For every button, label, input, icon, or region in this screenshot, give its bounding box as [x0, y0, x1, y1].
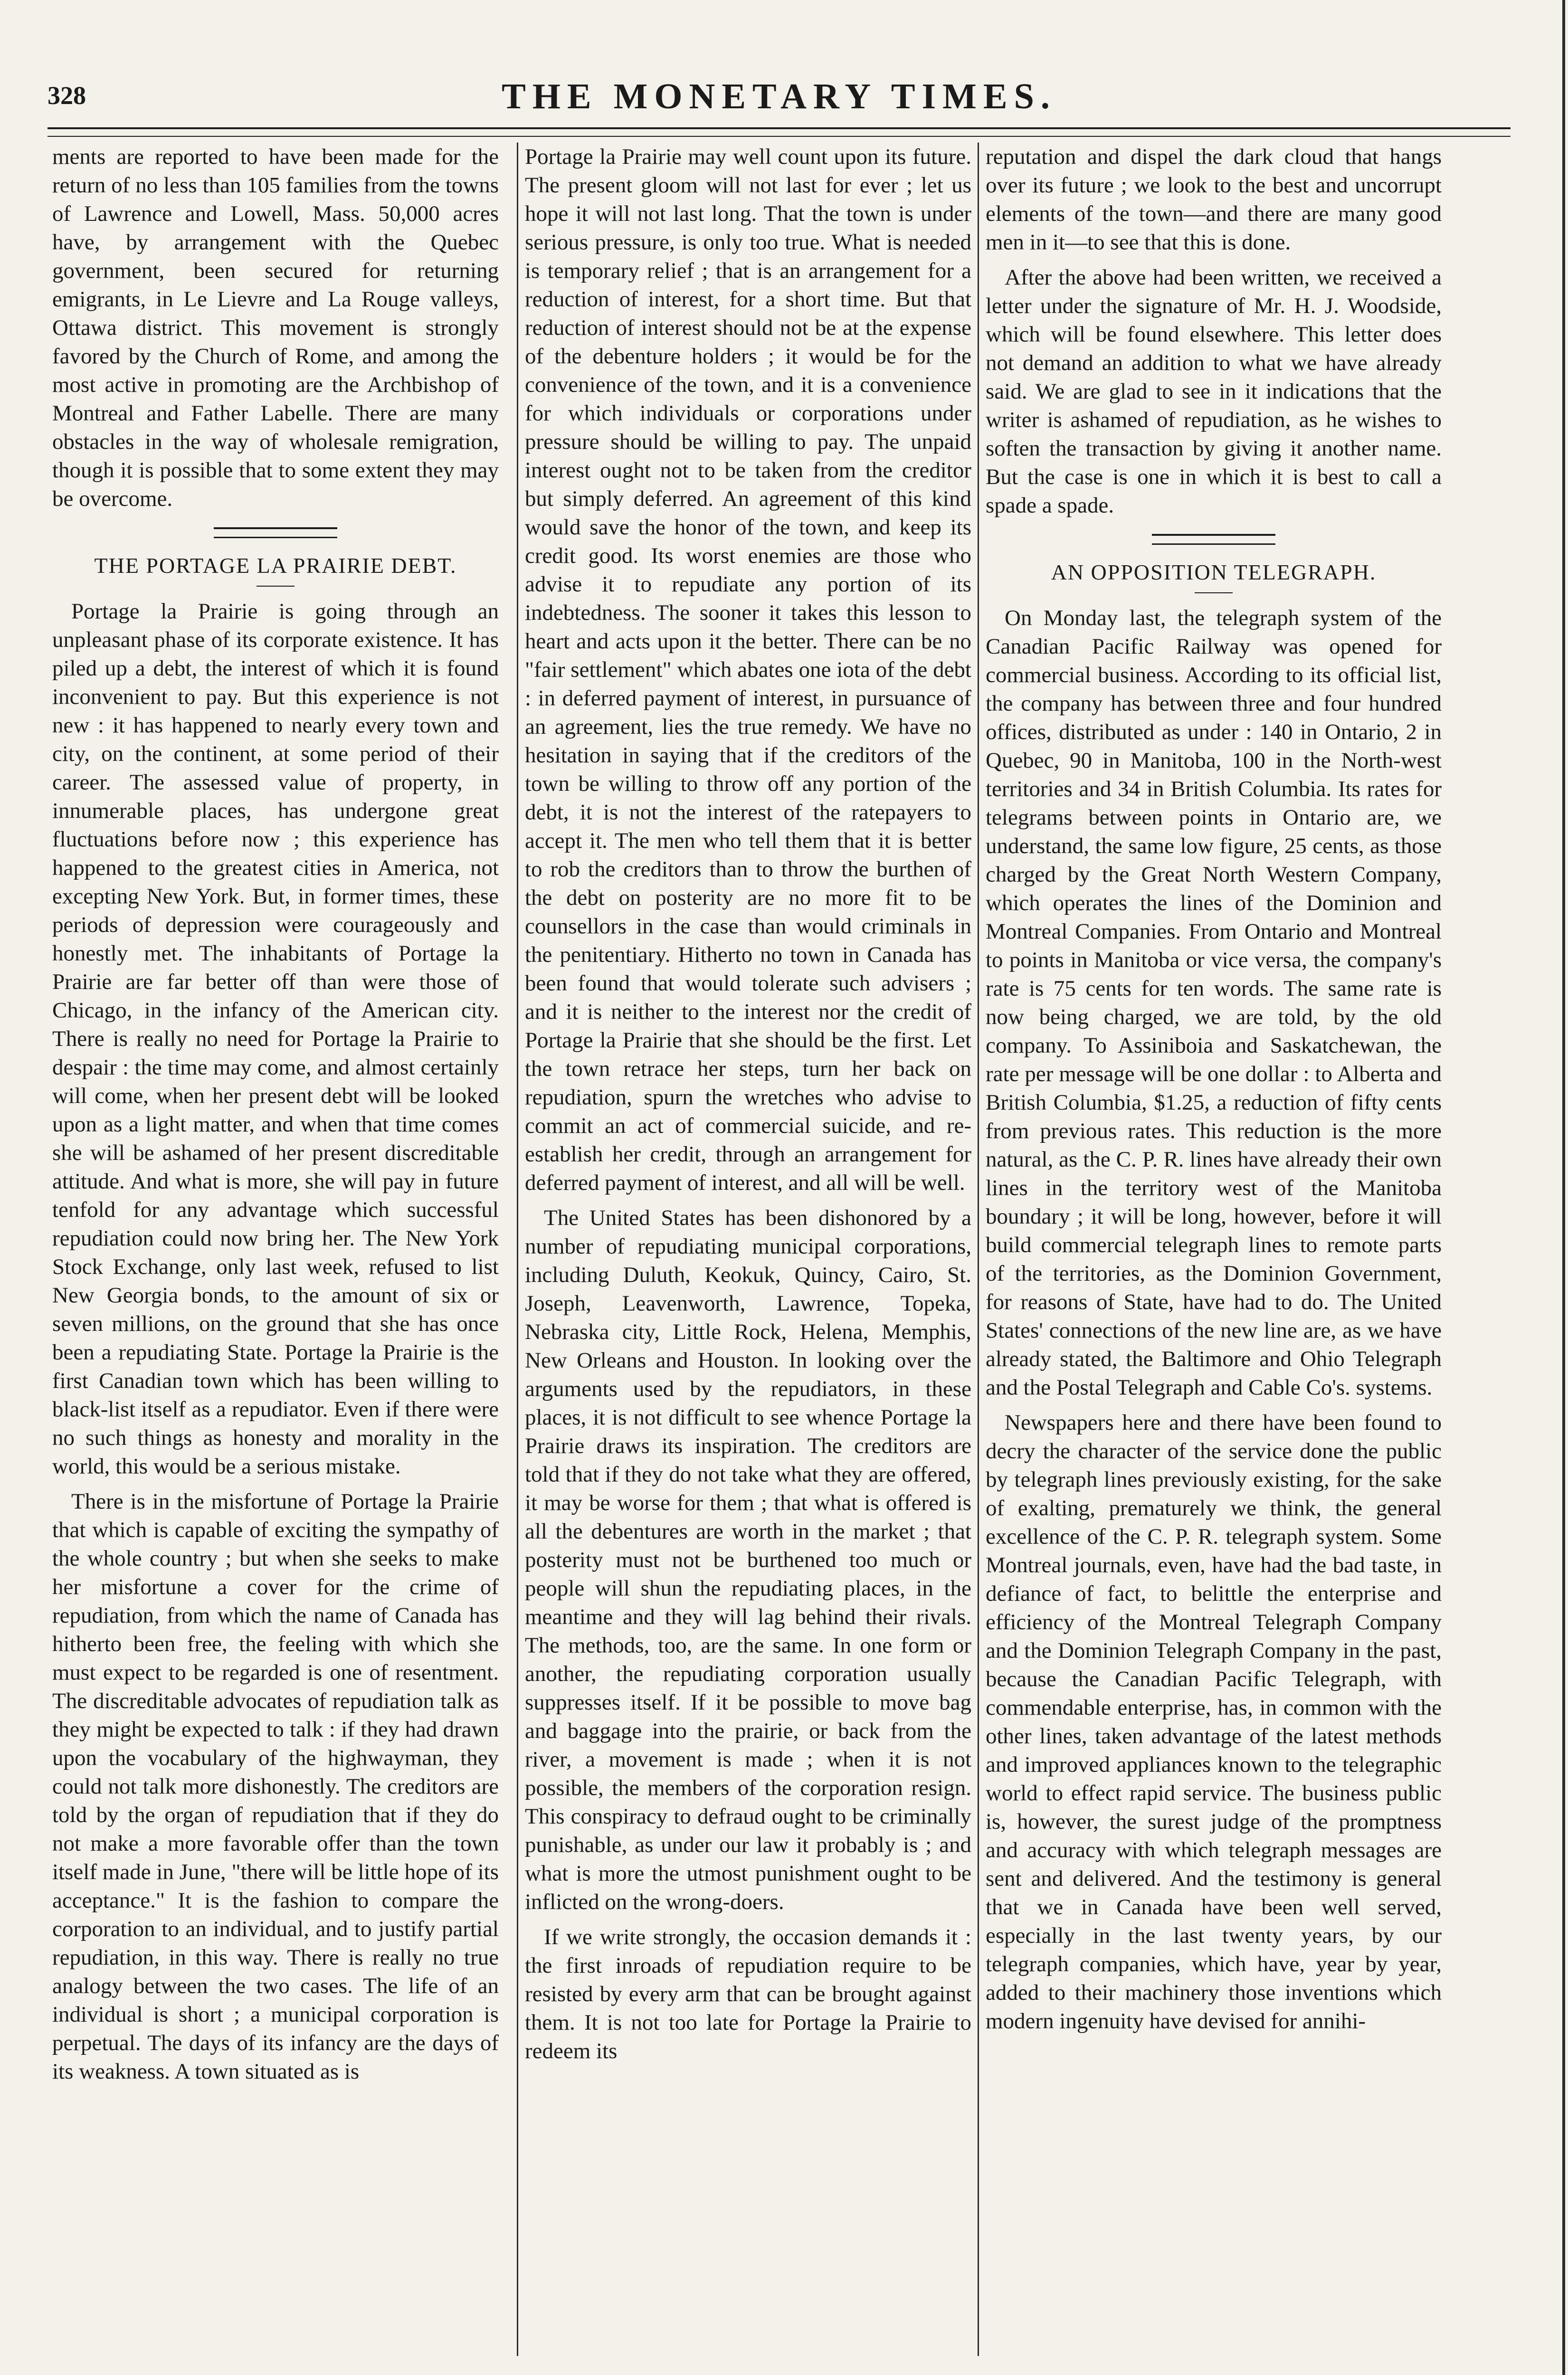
column-1-paragraph: Portage la Prairie is going through an unpleasant phase of its corporate existence. It has piled up a debt, the interest of which it is found inconvenient to pay. But this experience is not new : it has happened to nearly every town and city, on the continent, at some period of their career. The assessed value of property, in innumerable places, has undergone great fluctuations before now ; this experience has happened to the greatest cities in America, not excepting New York. But, in former times, these periods of depression were courageously and honestly met. The inhabitants of Portage la Prairie are far better off than were those of Chicago, in the infancy of the American city. There is really no need for Portage la Prairie to despair : the time may come, and almost certainly will come, when her present debt will be looked upon as a light matter, and when that time comes she will be ashamed of her present discreditable attitude. And what is more, she will pay in future tenfold for any advantage which successful repudiation could now bring her. The New York Stock Exchange, only last week, refused to list New Georgia bonds, to the amount of six or seven millions, on the ground that she has once been a repudiating State. Portage la Prairie is the first Canadian town which has been willing to black-list itself as a repudiator. Even if there were no such things as honesty and morality in the world, this would be a serious mistake. [52, 599, 499, 1479]
column-1 [52, 142, 499, 2356]
heading-underline [1195, 592, 1233, 593]
column-2-paragraph: Portage la Prairie may well count upon its future. The present gloom will not last for ever ; let us hope it will not last long. That the town is under serious pressure, is only too true. What is needed is temporary relief ; that is an arrangement for a reduction of interest, for a short time. But that reduction of interest should not be at the expense of the debenture holders ; it would be for the convenience of the town, and it is a convenience for which individuals or corporations under pressure should be willing to pay. The unpaid interest ought not to be taken from the creditor but simply deferred. An agreement of this kind would save the honor of the town, and keep its credit good. Its worst enemies are those who advise it to repudiate any portion of its indebtedness. The sooner it takes this lesson to heart and acts upon it the better. There can be no "fair settlement" which abates one iota of the debt : in deferred payment of interest, in pursuance of an agreement, lies the true remedy. We have no hesitation in saying that if the creditors of the town be willing to throw off any portion of the debt, it is not the interest of the ratepayers to accept it. The men who tell them that it is better to rob the creditors than to throw the burthen of the debt on posterity are no more fit to be counsellors in the case than would criminals in the penitentiary. Hitherto no town in Canada has been found that would tolerate such advisers ; and it is neither to the interest nor the credit of Portage la Prairie that she should be the first. Let the town retrace her steps, turn her back on repudiation, spurn the wretches who advise to commit an act of commercial suicide, and re-establish her credit, through an arrangement for deferred payment of interest, and all will be well. [525, 144, 971, 1195]
column-1-paragraph: ments are reported to have been made for the return of no less than 105 families from the towns of Lawrence and Lowell, Mass. 50,000 acres have, by arrangement with the Quebec government, been secured for returning emigrants, in Le Lievre and La Rouge valleys, Ottawa district. This movement is strongly favored by the Church of Rome, and among the most active in promoting are the Archbishop of Montreal and Father Labelle. There are many obstacles in the way of wholesale remigration, though it is possible that to some extent they may be overcome. [52, 144, 499, 511]
column-1-paragraph: There is in the misfortune of Portage la Prairie that which is capable of exciting the sympathy of the whole country ; but when she seeks to make her misfortune a cover for the crime of repudiation, from which the name of Canada has hitherto been free, the feeling with which she must expect to be regarded is one of resentment. The discreditable advocates of repudiation talk as they might be expected to talk : if they had drawn upon the vocabulary of the highwayman, they could not talk more dishonestly. The creditors are told by the organ of repudiation that if they do not make a more favorable offer than the town itself made in June, "there will be little hope of its acceptance." It is the fashion to compare the corporation to an individual, and to justify partial repudiation, in this way. There is really no true analogy between the two cases. The life of an individual is short ; a municipal corporation is perpetual. The days of its infancy are the days of its weakness. A town situated as is [52, 1489, 499, 2084]
column-3-paragraph: Newspapers here and there have been found to decry the character of the service done the public by telegraph lines previously existing, for the sake of exalting, prematurely we think, the general excellence of the C. P. R. telegraph system. Some Montreal journals, even, have had the bad taste, in defiance of fact, to belittle the enterprise and efficiency of the Montreal Telegraph Company and the Dominion Telegraph Company in the past, because the Canadian Pacific Telegraph, with commendable enterprise, has, in common with the other lines, taken advantage of the latest methods and improved appliances known to the telegraphic world to effect rapid service. The business public is, however, the surest judge of the promptness and accuracy with which telegraph messages are sent and delivered. And the testimony is general that we in Canada have been well served, especially in the last twenty years, by our telegraph companies, which have, year by year, added to their machinery those inventions which modern ingenuity have devised for annihi- [986, 1410, 1442, 2033]
column-2 [525, 142, 971, 2356]
column-3 [986, 142, 1442, 2356]
column-divider [978, 142, 979, 2356]
header-rule [48, 127, 1511, 137]
column-2-paragraph: The United States has been dishonored by a number of repudiating municipal corporations, including Duluth, Keokuk, Quincy, Cairo, St. Joseph, Leavenworth, Lawrence, Topeka, Nebraska city, Little Rock, Helena, Memphis, New Orleans and Houston. In looking over the arguments used by the repudiators, in these places, it is not difficult to see whence Portage la Prairie draws its inspiration. The creditors are told that if they do not take what they are offered, it may be worse for them ; that what is offered is all the debentures are worth in the market ; that posterity must not be burthened too much or people will shun the repudiating places, in the meantime and they will lag behind their rivals. The methods, too, are the same. In one form or another, the repudiating corporation usually suppresses itself. If it be possible to move bag and baggage into the prairie, or back from the river, a movement is made ; when it is not possible, the members of the corporation resign. This conspiracy to defraud ought to be criminally punishable, as under our law it probably is ; and what is more the utmost punishment ought to be inflicted on the wrong-doers. [525, 1206, 971, 1914]
page-header [48, 76, 1511, 119]
column-divider [517, 142, 518, 2356]
page-number: 328 [48, 81, 86, 110]
column-2-paragraph: If we write strongly, the occasion demands it : the first inroads of repudiation require to be resisted by every arm that can be brought against them. It is not too late for Portage la Prairie to redeem its [525, 1925, 971, 2063]
article-heading-opposition-telegraph: AN OPPOSITION TELEGRAPH. [1051, 560, 1377, 584]
heading-underline [257, 586, 295, 587]
column-3-paragraph: reputation and dispel the dark cloud that hangs over its future ; we look to the best and uncorrupt elements of the town—and there are many good men in it—to see that this is done. [986, 144, 1442, 255]
column-3-paragraph: On Monday last, the telegraph system of the Canadian Pacific Railway was opened for commercial business. According to its official list, the company has between three and four hundred offices, distributed as under : 140 in Ontario, 2 in Quebec, 90 in Manitoba, 100 in the North-west territories and 34 in British Columbia. Its rates for telegrams between points in Ontario are, we understand, the same low figure, 25 cents, as those charged by the Great North Western Company, which operates the lines of the Dominion and Montreal Companies. From Ontario and Montreal to points in Manitoba or vice versa, the company's rate is 75 cents for ten words. The same rate is now being charged, we are told, by the old company. To Assiniboia and Saskatchewan, the rate per message will be one dollar : to Alberta and British Columbia, $1.25, a reduction of fifty cents from previous rates. This reduction is the more natural, as the C. P. R. lines have already their own lines in the territory west of the Manitoba boundary ; it will be long, however, before it will build commercial telegraph lines to remote parts of the territories, as the Dominion Government, for reasons of State, have had to do. The United States' connections of the new line are, as we have already stated, the Baltimore and Ohio Telegraph and the Postal Telegraph and Cable Co's. systems. [986, 606, 1442, 1400]
page-title: THE MONETARY TIMES. [502, 76, 1056, 116]
article-heading-portage-debt: THE PORTAGE LA PRAIRIE DEBT. [94, 553, 457, 578]
section-divider [214, 527, 337, 538]
page-edge-binding [1562, 0, 1565, 2375]
section-divider [1152, 534, 1275, 545]
column-3-paragraph: After the above had been written, we received a letter under the signature of Mr. H. J. Woodside, which will be found elsewhere. This letter does not demand an addition to what we have already said. We are glad to see in it indications that the writer is ashamed of repudiation, as he wishes to soften the transaction by giving it another name. But the case is one in which it is best to call a spade a spade. [986, 265, 1442, 518]
